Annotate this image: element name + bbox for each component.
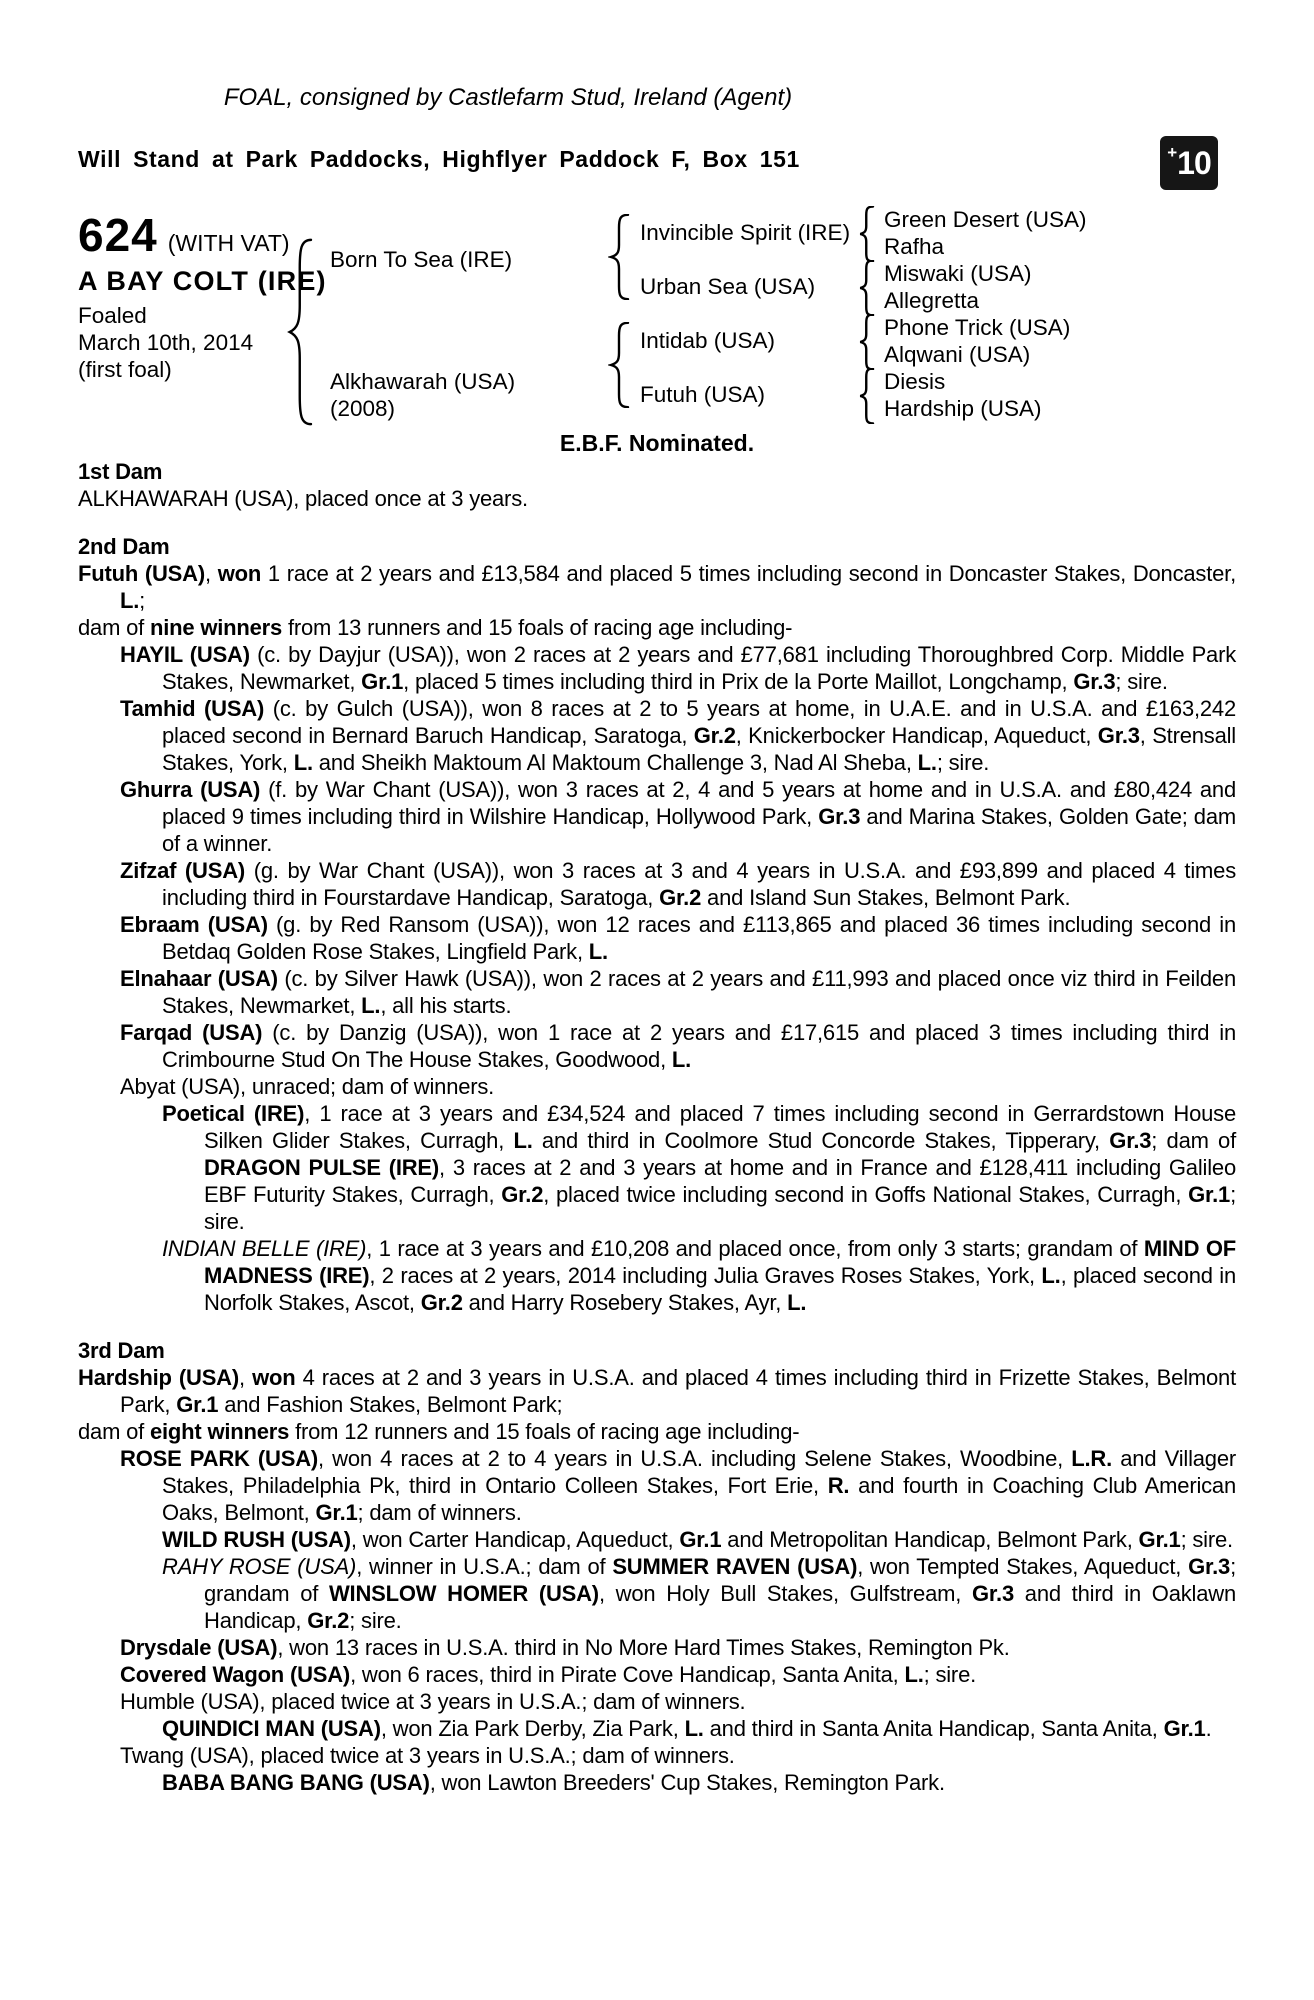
horse-description: A BAY COLT (IRE) xyxy=(78,266,327,296)
lot-number: 624 xyxy=(78,209,158,261)
consignor-line: FOAL, consigned by Castlefarm Stud, Ireland (Agent) xyxy=(223,84,793,111)
great-granddam-name: Alqwani (USA) xyxy=(884,342,1031,367)
great-granddam-name: Allegretta xyxy=(884,288,980,313)
pedigree-paragraph: Twang (USA), placed twice at 3 years in U.S.A.; dam of winners. xyxy=(120,1743,735,1768)
pedigree-paragraph: Hardship (USA), won 4 races at 2 and 3 years in U.S.A. and placed 4 times including third in Frizette Stakes, Belmont Park, Gr.1 and Fashion Stakes, Belmont Park; xyxy=(78,1365,1236,1417)
dam-section-heading: 1st Dam xyxy=(78,459,163,484)
dam-year: (2008) xyxy=(330,396,396,421)
great-granddam-name: Rafha xyxy=(884,234,945,259)
brace-icon xyxy=(286,238,316,426)
pedigree-paragraph: Zifzaf (USA) (g. by War Chant (USA)), won 3 races at 3 and 4 years in U.S.A. and £93,899 and placed 4 times including third in Fourstardave Handicap, Saratoga, Gr.2 and Island Sun Stakes, Belmont Park. xyxy=(120,858,1236,910)
dam-name: Alkhawarah (USA) xyxy=(330,369,516,394)
day-badge xyxy=(1160,136,1218,190)
brace-icon xyxy=(858,260,876,316)
pedigree-paragraph: Farqad (USA) (c. by Danzig (USA)), won 1 race at 2 years and £17,615 and placed 3 times including third in Crimbourne Stud On The House Stakes, Goodwood, L. xyxy=(120,1020,1236,1072)
ebf-nominated-note: E.B.F. Nominated. xyxy=(559,430,755,456)
badge-number: 10 xyxy=(1177,144,1211,181)
pedigree-paragraph: Abyat (USA), unraced; dam of winners. xyxy=(120,1074,495,1099)
pedigree-text xyxy=(78,458,1236,1796)
brace-icon xyxy=(858,314,876,370)
brace-icon xyxy=(858,368,876,424)
great-grandsire-name: Diesis xyxy=(884,369,946,394)
sire-name: Born To Sea (IRE) xyxy=(330,247,513,272)
pedigree-paragraph: Poetical (IRE), 1 race at 3 years and £34,524 and placed 7 times including second in Gerrardstown House Silken Glider Stakes, Curragh, L. and third in Coolmore Stud Concorde Stakes, Tipperary, Gr.3; dam of DRAGON PULSE (IRE), 3 races at 2 and 3 years at home and in France and £128,411 including Galileo EBF Futurity Stakes, Curragh, Gr.2, placed twice including second in Goffs National Stakes, Curragh, Gr.1; sire. xyxy=(162,1101,1237,1234)
stand-location-line: Will Stand at Park Paddocks, Highflyer Paddock F, Box 151 xyxy=(78,146,800,172)
pedigree-paragraph: Humble (USA), placed twice at 3 years in U.S.A.; dam of winners. xyxy=(120,1689,746,1714)
brace-icon xyxy=(608,322,632,408)
pedigree-paragraph: RAHY ROSE (USA), winner in U.S.A.; dam of SUMMER RAVEN (USA), won Tempted Stakes, Aqueduct, Gr.3; grandam of WINSLOW HOMER (USA), won Holy Bull Stakes, Gulfstream, Gr.3 and third in Oaklawn Handicap, Gr.2; sire. xyxy=(162,1554,1236,1633)
pedigree-paragraph: dam of eight winners from 12 runners and 15 foals of racing age including- xyxy=(78,1419,800,1444)
sire-dam-name: Urban Sea (USA) xyxy=(640,274,816,299)
pedigree-paragraph: BABA BANG BANG (USA), won Lawton Breeders' Cup Stakes, Remington Park. xyxy=(162,1770,945,1795)
foaled-label: Foaled xyxy=(78,303,147,328)
great-grandsire-name: Green Desert (USA) xyxy=(884,207,1087,232)
great-grandsire-name: Miswaki (USA) xyxy=(884,261,1032,286)
pedigree-paragraph: WILD RUSH (USA), won Carter Handicap, Aqueduct, Gr.1 and Metropolitan Handicap, Belmont Park, Gr.1; sire. xyxy=(162,1527,1233,1552)
pedigree-paragraph: ALKHAWARAH (USA), placed once at 3 years. xyxy=(78,486,528,511)
great-grandsire-name: Phone Trick (USA) xyxy=(884,315,1071,340)
dam-section-heading: 2nd Dam xyxy=(78,534,170,559)
foaled-date: March 10th, 2014 xyxy=(78,330,254,355)
pedigree-paragraph: ROSE PARK (USA), won 4 races at 2 to 4 years in U.S.A. including Selene Stakes, Woodbine, L.R. and Villager Stakes, Philadelphia Pk, third in Ontario Colleen Stakes, Fort Erie, R. and fourth in Coaching Club American Oaks, Belmont, Gr.1; dam of winners. xyxy=(120,1446,1236,1525)
sire-sire-name: Invincible Spirit (IRE) xyxy=(640,220,851,245)
pedigree-paragraph: Covered Wagon (USA), won 6 races, third in Pirate Cove Handicap, Santa Anita, L.; sire. xyxy=(120,1662,977,1687)
badge-plus-icon: + xyxy=(1167,143,1178,162)
dam-section-heading: 3rd Dam xyxy=(78,1338,165,1363)
dam-sire-name: Intidab (USA) xyxy=(640,328,776,353)
great-granddam-name: Hardship (USA) xyxy=(884,396,1042,421)
foal-note: (first foal) xyxy=(78,357,172,382)
pedigree-paragraph: Drysdale (USA), won 13 races in U.S.A. third in No More Hard Times Stakes, Remington Pk. xyxy=(120,1635,1010,1660)
pedigree-paragraph: Tamhid (USA) (c. by Gulch (USA)), won 8 races at 2 to 5 years at home, in U.A.E. and in U.S.A. and £163,242 placed second in Bernard Baruch Handicap, Saratoga, Gr.2, Knickerbocker Handicap, Aqueduct, Gr.3, Strensall Stakes, York, L. and Sheikh Maktoum Al Maktoum Challenge 3, Nad Al Sheba, L.; sire. xyxy=(120,696,1236,775)
pedigree-paragraph: Elnahaar (USA) (c. by Silver Hawk (USA)), won 2 races at 2 years and £11,993 and placed once viz third in Feilden Stakes, Newmarket, L., all his starts. xyxy=(120,966,1236,1018)
vat-note: (WITH VAT) xyxy=(167,230,290,256)
pedigree-paragraph: Ghurra (USA) (f. by War Chant (USA)), won 3 races at 2, 4 and 5 years at home and in U.S.A. and £80,424 and placed 9 times including third in Wilshire Handicap, Hollywood Park, Gr.3 and Marina Stakes, Golden Gate; dam of a winner. xyxy=(120,777,1237,856)
pedigree-paragraph: Futuh (USA), won 1 race at 2 years and £13,584 and placed 5 times including second in Doncaster Stakes, Doncaster, L.; xyxy=(78,561,1236,613)
lot-line xyxy=(78,209,290,261)
pedigree-paragraph: QUINDICI MAN (USA), won Zia Park Derby, Zia Park, L. and third in Santa Anita Handicap, Santa Anita, Gr.1. xyxy=(162,1716,1212,1741)
pedigree-paragraph: dam of nine winners from 13 runners and 15 foals of racing age including- xyxy=(78,615,793,640)
pedigree-paragraph: Ebraam (USA) (g. by Red Ransom (USA)), won 12 races and £113,865 and placed 36 times including second in Betdaq Golden Rose Stakes, Lingfield Park, L. xyxy=(120,912,1236,964)
brace-icon xyxy=(608,214,632,300)
dam-dam-name: Futuh (USA) xyxy=(640,382,766,407)
pedigree-paragraph: HAYIL (USA) (c. by Dayjur (USA)), won 2 races at 2 years and £77,681 including Thoroughbred Corp. Middle Park Stakes, Newmarket, Gr.1, placed 5 times including third in Prix de la Porte Maillot, Longchamp, Gr.3; sire. xyxy=(120,642,1237,694)
pedigree-paragraph: INDIAN BELLE (IRE), 1 race at 3 years and £10,208 and placed once, from only 3 starts; grandam of MIND OF MADNESS (IRE), 2 races at 2 years, 2014 including Julia Graves Roses Stakes, York, L., placed second in Norfolk Stakes, Ascot, Gr.2 and Harry Rosebery Stakes, Ayr, L. xyxy=(162,1236,1236,1315)
brace-icon xyxy=(858,206,876,262)
